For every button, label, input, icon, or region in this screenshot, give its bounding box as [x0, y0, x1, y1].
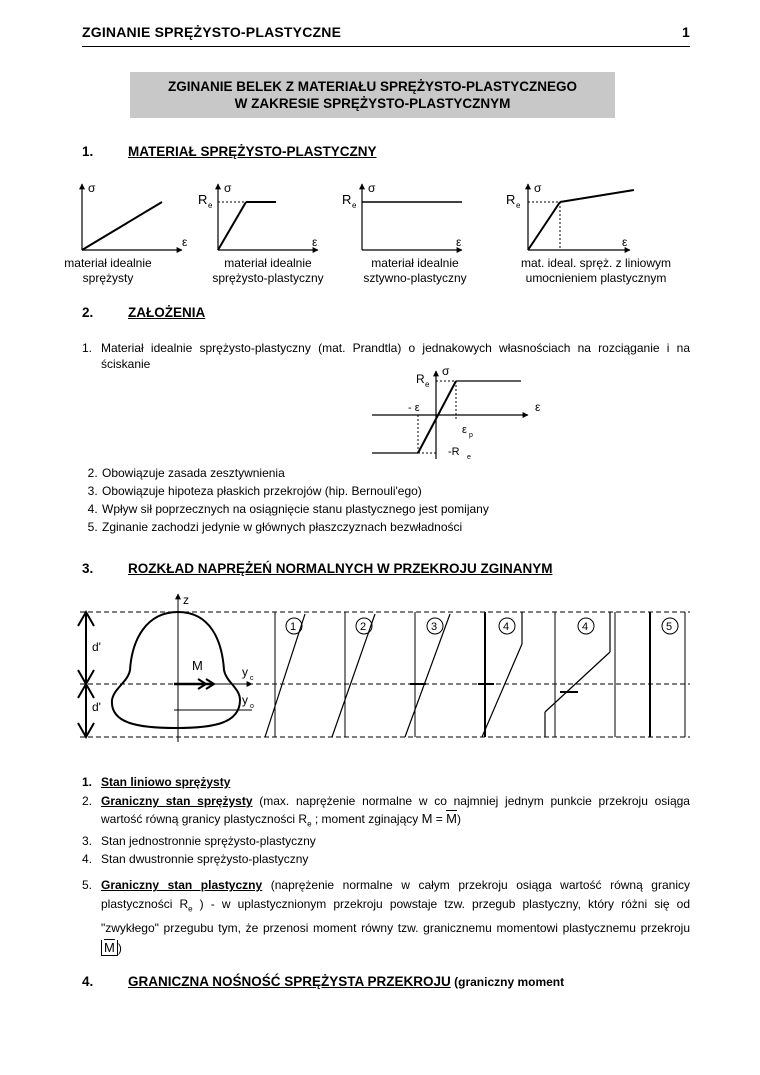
neg-re-label: -R	[448, 446, 460, 458]
section-number: 2.	[82, 305, 94, 320]
section-number: 3.	[82, 561, 94, 576]
sigma-label: σ	[442, 365, 450, 378]
yc-label: y	[242, 665, 248, 679]
states-list: 1. Stan liniowo sprężysty 2. Graniczny stan sprężysty (max. naprężenie normalne w co najmniej jednym punkcie przekroju osiąga wartość równą granicy plastyczności $R_e$ ; moment zginający $M = \overline{M}$) 3. Stan jednostronnie sprężysto-plastyczny 4. Stan dwustronnie sprężysto-plastyczny 5. Graniczny stan plastyczny (naprężenie normalne w całym przekroju osiąga wartość równą granicy plastyczności $R_e$ ) - w uplastycznionym przekroju powstaje tzw. przegub plastyczny, który różni się od "zwykłego" przegubu tym, że przenosi moment równy tzw. granicznemu momentowi plastycznemu przekroju $\overline{M}$ )	[82, 775, 690, 955]
caption-elastic: materiał idealnie sprężysty	[64, 256, 152, 285]
d-bottom-label: d'	[92, 700, 101, 714]
assumptions-list	[82, 464, 709, 536]
re-subscript: e	[425, 380, 430, 389]
list-item: 4. Wpływ sił poprzecznych na osiągnięcie stanu plastycznego jest pomijany	[101, 500, 709, 518]
list-item: 5. Zginanie zachodzi jedynie w głównych płaszczyznach bezwładności	[101, 518, 709, 536]
section-title: ZAŁOŻENIA	[128, 305, 206, 320]
section-title: GRANICZNA NOŚNOŚĆ SPRĘŻYSTA PRZEKROJU	[128, 974, 451, 989]
section-title: ROZKŁAD NAPRĘŻEŃ NORMALNYCH W PRZEKROJU ZGINANYM	[128, 561, 553, 576]
diagram-linear-hardening	[506, 181, 634, 250]
sigma-label: σ	[368, 181, 376, 195]
material-diagrams	[70, 178, 700, 258]
section-title-suffix: (graniczny moment	[450, 975, 565, 989]
state-1: 1	[290, 621, 297, 633]
c-subscript: c	[250, 675, 254, 682]
page-header	[82, 24, 690, 40]
z-axis-label: z	[183, 593, 189, 607]
epsilon-label: ε	[535, 400, 541, 414]
re-label: R	[198, 192, 208, 207]
re-label: R	[416, 372, 425, 386]
state-4a: 4	[503, 621, 510, 633]
caption-rigid-plastic: materiał idealnie sztywno-plastyczny	[363, 256, 467, 285]
assumption-1: 1. Materiał idealnie sprężysto-plastyczny (mat. Prandtla) o jednakowych własnościach na rozciąganie i na ściskanie	[82, 341, 690, 371]
diagram-elastic-plastic	[198, 181, 318, 250]
epsilon-label: ε	[622, 235, 628, 249]
neg-re-subscript: e	[467, 454, 471, 461]
title-box	[130, 72, 615, 118]
list-item: 2. Obowiązuje zasada zesztywnienia	[101, 464, 709, 482]
yo-label: y	[242, 693, 248, 707]
re-subscript: e	[352, 201, 357, 210]
state-4b: 4	[582, 621, 589, 633]
re-subscript: e	[516, 201, 521, 210]
sigma-label: σ	[88, 181, 96, 195]
diagram-elastic	[82, 181, 188, 250]
epsilon-label: ε	[182, 235, 188, 249]
title-line-2: W ZAKRESIE SPRĘŻYSTO-PLASTYCZNYM	[234, 96, 511, 111]
re-label: R	[506, 192, 516, 207]
section-number: 1.	[82, 144, 94, 159]
cross-section-shape	[112, 612, 240, 728]
section-number: 4.	[82, 974, 94, 989]
neg-eps-label: - ε	[408, 402, 420, 414]
re-subscript: e	[208, 201, 213, 210]
moment-label: M	[192, 658, 203, 673]
epsilon-label: ε	[312, 235, 318, 249]
sigma-label: σ	[534, 181, 542, 195]
state-2: 2	[360, 621, 367, 633]
epsilon-label: ε	[456, 235, 462, 249]
eps-p-label: ε	[462, 424, 467, 436]
state-3: 3	[431, 621, 438, 633]
title-line-1: ZGINANIE BELEK Z MATERIAŁU SPRĘŻYSTO-PLASTYCZNEGO	[167, 79, 577, 94]
d-top-label: d'	[92, 640, 101, 654]
prandtl-diagram	[368, 365, 558, 465]
state-1-text: Stan liniowo sprężysty	[101, 775, 231, 789]
stress-distribution-diagram	[70, 592, 700, 747]
caption-elastic-plastic: materiał idealnie sprężysto-plastyczny	[212, 256, 324, 285]
page-number: 1	[682, 24, 690, 40]
caption-linear-hardening: mat. ideal. spręż. z liniowym umocnieniem plastycznym	[520, 256, 672, 285]
p-subscript: p	[469, 432, 473, 439]
o-subscript: o	[250, 703, 254, 710]
re-label: R	[342, 192, 352, 207]
state-5: 5	[666, 621, 673, 633]
header-divider	[82, 46, 690, 47]
diagram-rigid-plastic	[342, 181, 462, 250]
header-title: ZGINANIE SPRĘŻYSTO-PLASTYCZNE	[82, 24, 342, 40]
sigma-label: σ	[224, 181, 232, 195]
list-item: 3. Obowiązuje hipoteza płaskich przekrojów (hip. Bernouli'ego)	[101, 482, 709, 500]
section-title: MATERIAŁ SPRĘŻYSTO-PLASTYCZNY	[128, 144, 377, 159]
